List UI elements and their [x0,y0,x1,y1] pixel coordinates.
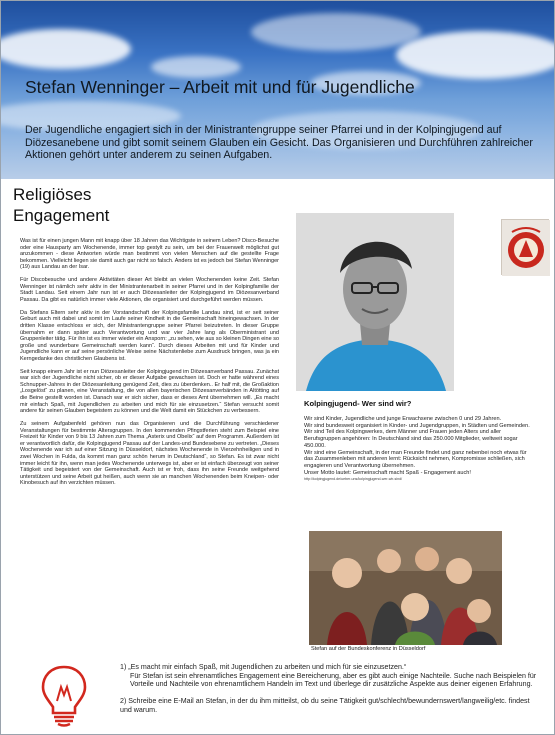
group-photo [309,531,502,645]
article-paragraph: Zu seinem Aufgabenfeld gehören nun das Organisieren und die Durchführung verschiedener Veranstaltungen für bestimmte Altersgruppen. In den kommenden Pfingstferien steht zum Beispiel eine Freizeit für Kinder von 9 bis 13 Jahren zum Thema „Asterix und Obelix“ auf dem Programm. Außerdem ist er verantwortlich dafür, die Kolpingjugend Passau auf der Landes-und Bundesebene zu vertreten. „Dieses Wochenende war ich auf einer Sitzung in Düsseldorf, nächstes Wochenende in Vierzehnheiligen und in zwei Wochen in Fulda, da kommt man ganz schön herum in Deutschland“, so Stefan. Es ist zwar nicht immer leicht für ihn, wenn man jedes Wochenende unterwegs ist, aber er ist einfach überzeugt von seiner Tätigkeit und begeistert von der Gemeinschaft. Auch ist er froh, dass ihn seine Freunde weitgehend unterstützen und seine Arbeit gut heißen, auch wenn sie an manchen Wochenenden beim Kneipen- oder Kinobesuch auf ihn verzichten müssen. [20,421,279,487]
article-paragraph: Da Stefans Eltern sehr aktiv in der Vorstandschaft der Kolpingsfamilie Landau sind, ist er seit seiner Geburt auch mit dabei und somit im Laufe seiner Kindheit in die Gemeinschaft hineingewachsen. In der dritten Klasse entschloss er sich, der Ministrantengruppe seiner Pfarrei beizutreten. In dieser Gruppe übernahm er dann später auch Verantwortung und war vier Jahre lang als Oberministrant und Gruppenleiter tätig. Für ihn ist es immer wieder ein Ansporn: „zu sehen, wie aus so kleinen Dingen eine so große und wunderbare Gemeinschaft werden kann“. Durch dieses Arbeiten mit und für Kinder und Jugendliche kann er auf seine persönliche Weise seine Nächstenliebe zum Ausdruck bringen, was ja ein Kerngedanke des christlichen Glaubens ist. [20,309,279,362]
section-heading: Religiöses Engagement [13,185,110,225]
portrait-photo [296,213,454,391]
header-banner [1,1,555,179]
photo-caption: Stefan auf der Bundeskonferenz in Düsseldorf [311,646,426,652]
source-link[interactable]: http://kolpingjugend.de/ueber-uns/kolpingjugend-wer-wir-sind/ [304,476,403,481]
article-body [20,238,279,493]
info-line: Wir sind bundesweit organisiert in Kinder- und Jugendgruppen, in Städten und Gemeinden. [304,422,530,429]
page-title: Stefan Wenninger – Arbeit mit und für Jugendliche [25,77,415,97]
task-2: 2) Schreibe eine E-Mail an Stefan, in der du ihm mitteilst, ob du seine Tätigkeit gut/schlecht/bewundernswert/langweilig/etc. findest und warum. [120,697,530,714]
task-list [120,663,540,723]
article-paragraph: Seit knapp einem Jahr ist er nun Diözesanleiter der Kolpingjugend im Diözesanverband Passau. Zunächst war sich der Jugendliche nicht sicher, ob er dieser Aufgabe gewachsen ist. Doch er hatte während eines Schnupper-Jahres in der Diözesanleitung genügend Zeit, dies zu überdenken.. Er half mit, die Großaktion „Losgelöst“ zu planen, eine Veranstaltung, die von allen bayerischen Diözesanverbänden in Altötting auf die Beine gestellt worden ist. Danach war er sich sicher, dass er dieses Amt übernehmen will. „Es macht mir einfach Spaß, mit Jugendlichen zu arbeiten und mich für sie einzusetzen.“ Stefan versucht somit andere für seinen Glauben begeistern zu können und die Welt damit ein Stückchen zu verbessern. [20,368,279,415]
info-heading: Kolpingjugend- Wer sind wir? [304,399,412,408]
info-box [304,401,530,481]
intro-lead: Der Jugendliche engagiert sich in der Ministrantengruppe seiner Pfarrei und in der Kolpingjugend auf Diözesanebene und gibt somit seinem Glauben ein Gesicht. Das Organisieren und Durchführen zahlreicher Aktionen gehört unter anderem zu seinen Aufgaben. [25,124,533,162]
kolpingjugend-logo [501,219,549,275]
task-1: 1) „Es macht mir einfach Spaß, mit Jugendlichen zu arbeiten und mich für sie einzusetzen.“ Für Stefan ist sein ehrenamtliches Engagement eine Bereicherung, aber es gibt auch einige Nachteile. Suche nach Beispielen für Vorteile und Nachteile von ehrenamtlichem Handeln im Text und überlege dir zusätzliche Aspekte aus deiner eigenen Erfahrung. [120,663,537,689]
lightbulb-icon [41,661,87,727]
article-paragraph: Für Discobesuche und andere Aktivitäten dieser Art bleibt an vielen Wochenenden keine Zeit. Stefan Wenninger ist nämlich sehr aktiv in der Ministrantenarbeit in seiner Pfarrei und in der Kolpingfamilie der Stadt Landau. Seit einem Jahr nun ist er auch Diözesanleiter der Kolpingjugend im Diözesanverband Passau. Da gibt es natürlich immer viele Aktionen, die organisiert und durchgeführt werden müssen. [20,277,279,303]
info-line: Wir sind eine Gemeinschaft, in der man Freunde findet und ganz nebenbei noch etwas für das Zusammenleben mit anderen lernt: Rücksicht nehmen, Kompromisse schließen, sich engagieren und Verantwortung übernehmen. [304,449,527,469]
info-line: Wir sind Kinder, Jugendliche und junge Erwachsene zwischen 0 und 29 Jahren. [304,415,502,422]
article-paragraph: Was ist für einen jungen Mann mit knapp über 18 Jahren das Wichtigste in seinem Leben? Disco-Besuche oder eine Hausparty am Wochenende, immer top gestylt zu sein, um bei der Frauenwelt möglichst gut anzukommen - diese Antworten würde man bestimmt von vielen Menschen auf die gestellte Frage bekommen. Vielleicht liegen sie damit auch gar nicht so falsch. Anders ist es jedoch bei Stefan Wenninger (19) aus Landau an der Isar. [20,238,279,271]
info-line: Wir sind Teil des Kolpingwerkes, dem Männer und Frauen jeden Alters und aller Berufsgruppen angehören: In Deutschland sind das 250.000 Mitglieder, weltweit sogar 450.000. [304,429,518,449]
info-line: Unser Motto lautet: Gemeinschaft macht Spaß - Engagement auch! [304,469,471,476]
